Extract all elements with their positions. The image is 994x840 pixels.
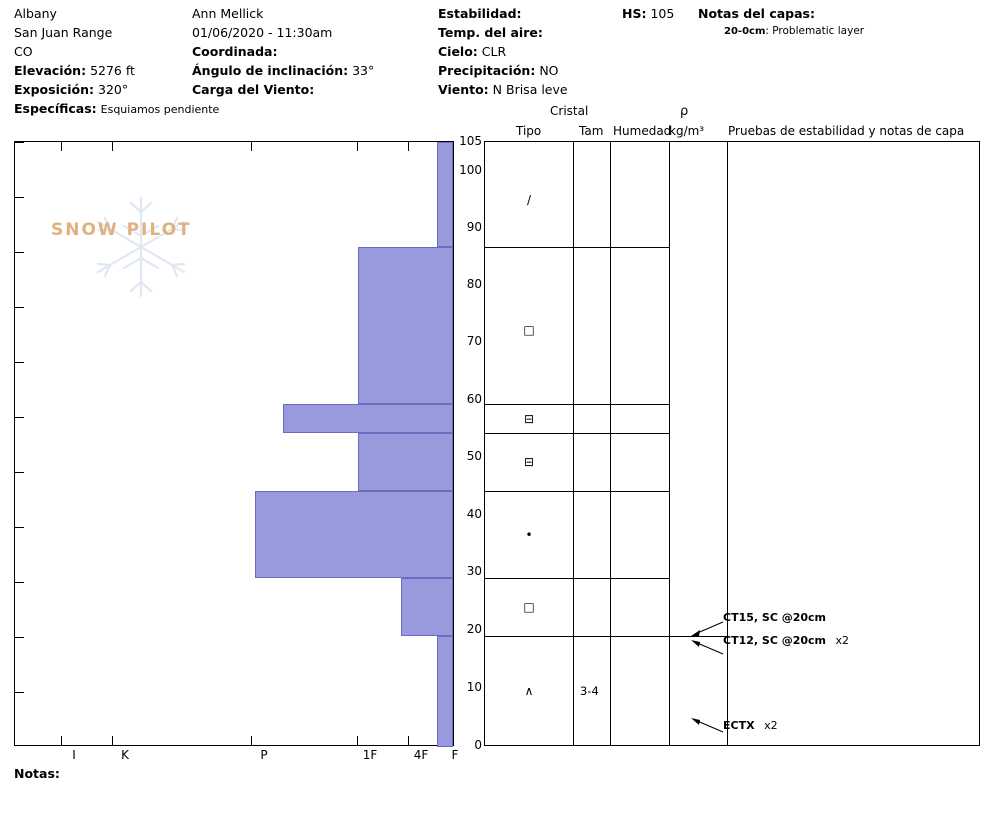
stability-test-ectx-label: ECTX (723, 719, 755, 732)
header-field-wind-loading (192, 80, 432, 99)
header-field-specifics (14, 99, 220, 118)
depth-label-90: 90 (466, 220, 482, 234)
depth-label-40: 40 (466, 507, 482, 521)
hardness-label-f: F (451, 748, 459, 762)
depth-label-70: 70 (466, 334, 482, 348)
coordinates-label: Coordinada: (192, 44, 278, 59)
header-field-stability (438, 4, 618, 23)
layers-table (484, 141, 980, 746)
wind-label: Viento: (438, 82, 489, 97)
range-name: San Juan Range (14, 25, 113, 40)
hardness-bar-layer-6 (437, 636, 453, 747)
precipitation-label: Precipitación: (438, 63, 536, 78)
hardness-label-p: P (260, 748, 268, 762)
specifics-label: Específicas: (14, 101, 97, 116)
datetime-value: 01/06/2020 - 11:30am (192, 25, 333, 40)
header-field-slope-angle (192, 61, 432, 80)
depth-axis-labels (456, 134, 482, 752)
hardness-bar-layer-0 (437, 142, 453, 247)
layer-note-depth: 20-0cm (724, 26, 766, 37)
slope-angle-label: Ángulo de inclinación: (192, 63, 349, 78)
header-column-conditions (438, 4, 618, 99)
column-header-tam: Tam (579, 124, 604, 138)
layer-boundary-30 (485, 578, 669, 579)
layer-boundary-60 (485, 404, 669, 405)
aspect-value: 320° (98, 82, 129, 97)
hardness-bar-layer-3 (358, 433, 453, 491)
depth-label-50: 50 (466, 449, 482, 463)
air-temp-label: Temp. del aire: (438, 25, 543, 40)
header-column-layer-notes (698, 4, 988, 37)
grain-symbol-layer-0: / (526, 193, 532, 207)
header-field-coordinates (192, 42, 432, 61)
cristal-group-header: Cristal (550, 104, 589, 118)
stability-test-ct15-label: CT15, SC @20cm (723, 611, 827, 624)
layer-note-entry (698, 25, 988, 37)
wind-value: N Brisa leve (492, 82, 568, 97)
depth-label-100: 100 (459, 163, 482, 177)
depth-label-10: 10 (466, 680, 482, 694)
elevation-label: Elevación: (14, 63, 87, 78)
header-field-sky (438, 42, 618, 61)
leader-arrow-ct12-icon (691, 634, 725, 658)
grain-symbol-layer-3: ⊟ (523, 455, 535, 469)
specifics-value: Esquiamos pendiente (100, 103, 220, 116)
depth-label-0: 0 (474, 738, 482, 752)
header-field-air-temp (438, 23, 618, 42)
hardness-graph (14, 141, 454, 746)
header-column-observer (192, 4, 432, 99)
header-field-observer-place (14, 4, 184, 23)
snowpilot-watermark-text: SNOW PILOT (51, 220, 192, 240)
header-field-aspect (14, 80, 184, 99)
hs-value: 105 (650, 6, 675, 21)
slope-angle-value: 33° (352, 63, 375, 78)
depth-label-105: 105 (459, 134, 482, 148)
grain-symbol-layer-5: □ (523, 600, 535, 614)
stability-test-ct15 (723, 611, 826, 624)
grain-size-layer-6: 3-4 (580, 684, 599, 698)
grain-symbol-layer-6: ∧ (524, 684, 534, 698)
snowflake-watermark-icon (61, 192, 221, 302)
depth-label-20: 20 (466, 622, 482, 636)
precipitation-value: NO (539, 63, 559, 78)
stability-test-ct12-label: CT12, SC @20cm (723, 634, 827, 647)
header-field-datetime (192, 23, 432, 42)
state-name: CO (14, 44, 33, 59)
stability-test-ectx-extra: x2 (764, 719, 778, 732)
rho-group-header: ρ (680, 104, 689, 119)
hardness-bar-layer-5 (401, 578, 453, 636)
wind-loading-label: Carga del Viento: (192, 82, 315, 97)
header-field-wind (438, 80, 618, 99)
column-header-humedad: Humedad (613, 124, 672, 138)
hardness-label-1f: 1F (362, 748, 378, 762)
hs-label: HS: (622, 6, 647, 21)
grain-symbol-layer-4: • (525, 528, 533, 542)
observer-name: Ann Mellick (192, 6, 264, 21)
sky-label: Cielo: (438, 44, 478, 59)
elevation-value: 5276 ft (90, 63, 135, 78)
header-column-hs (622, 4, 702, 23)
header-column-location (14, 4, 220, 118)
column-header-pruebas: Pruebas de estabilidad y notas de capa (728, 124, 965, 138)
column-header-tipo: Tipo (516, 124, 542, 138)
header-field-observer (192, 4, 432, 23)
header-field-range (14, 23, 184, 42)
hardness-label-4f: 4F (413, 748, 429, 762)
header-metadata (0, 0, 994, 118)
hardness-scale-labels (14, 748, 459, 766)
divider-tam-humedad (610, 142, 611, 745)
sky-value: CLR (481, 44, 507, 59)
header-field-precipitation (438, 61, 618, 80)
grain-symbol-layer-2: ⊟ (523, 412, 535, 426)
header-field-hs (622, 4, 702, 23)
stability-test-ct12 (723, 634, 849, 647)
aspect-label: Exposición: (14, 82, 95, 97)
hardness-label-i: I (72, 748, 76, 762)
notas-footer-label: Notas: (14, 766, 60, 781)
layer-boundary-45 (485, 491, 669, 492)
layer-notes-label: Notas del capas: (698, 6, 815, 21)
table-column-headers (484, 104, 980, 141)
stability-test-ectx (723, 719, 778, 732)
hardness-bar-layer-1 (358, 247, 453, 404)
hardness-bar-layer-2 (283, 404, 453, 433)
divider-densidad-pruebas (727, 142, 728, 745)
layer-note-text: : Problematic layer (765, 25, 865, 37)
depth-label-30: 30 (466, 564, 482, 578)
grain-symbol-layer-1: □ (523, 323, 535, 337)
layer-boundary-87 (485, 247, 669, 248)
hardness-label-k: K (121, 748, 129, 762)
location-name: Albany (14, 6, 57, 21)
divider-tipo-tam (573, 142, 574, 745)
stability-test-ct12-extra: x2 (835, 634, 850, 647)
leader-arrow-ectx-icon (691, 714, 725, 736)
divider-humedad-densidad (669, 142, 670, 745)
header-field-elevation (14, 61, 184, 80)
hardness-bar-layer-4 (255, 491, 453, 578)
depth-label-60: 60 (466, 392, 482, 406)
layer-notes-title (698, 4, 988, 23)
header-field-state (14, 42, 184, 61)
column-header-densidad: kg/m³ (669, 124, 705, 138)
depth-label-80: 80 (466, 277, 482, 291)
layer-boundary-55 (485, 433, 669, 434)
stability-label: Estabilidad: (438, 6, 522, 21)
